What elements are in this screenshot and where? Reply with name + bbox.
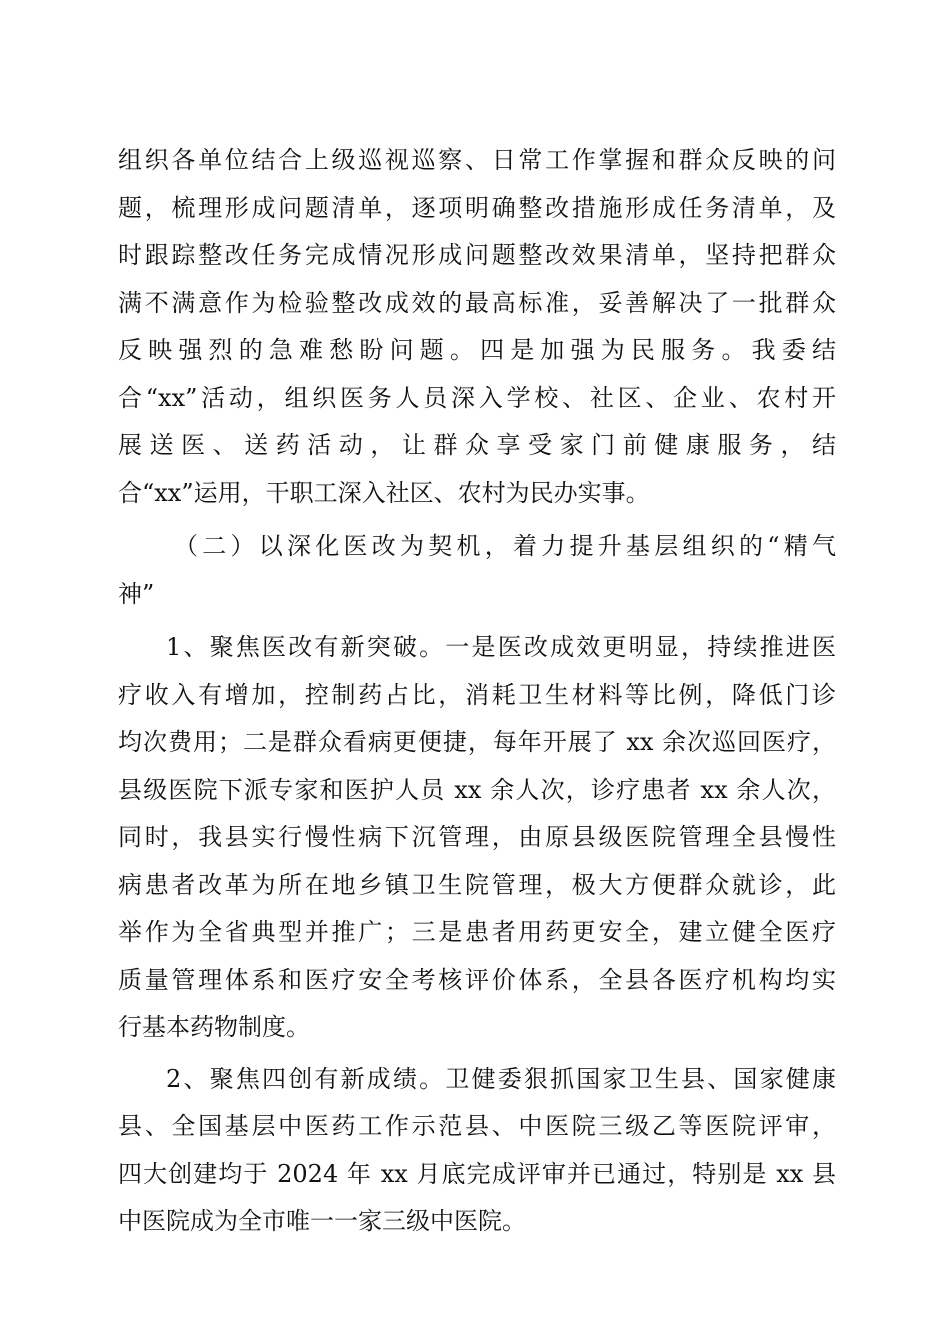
paragraph-medical-reform: [118, 624, 836, 1052]
text-line: 县级医院下派专家和医护人员 xx 余人次，诊疗患者 xx 余人次，: [118, 775, 836, 804]
text-line: 县、全国基层中医药工作示范县、中医院三级乙等医院评审，: [118, 1112, 836, 1140]
text-line: 1、聚焦医改有新突破。一是医改成效更明显，持续推进医: [166, 633, 836, 661]
text-line: 题，梳理形成问题清单，逐项明确整改措施形成任务清单，及: [118, 193, 836, 222]
text-line: 同时，我县实行慢性病下沉管理，由原县级医院管理全县慢性: [118, 823, 836, 851]
text-line: 合“xx”运用，干职工深入社区、农村为民办实事。: [118, 478, 650, 507]
document-body: [118, 137, 836, 1246]
text-line: 举作为全省典型并推广；三是患者用药更安全，建立健全医疗: [118, 918, 836, 946]
heading-line: 神”: [118, 579, 155, 608]
text-line: 满不满意作为检验整改成效的最高标准，妥善解决了一批群众: [118, 288, 836, 317]
text-line: 时跟踪整改任务完成情况形成问题整改效果清单，坚持把群众: [118, 241, 836, 269]
text-line: 展送医、送药活动，让群众享受家门前健康服务，结: [118, 431, 836, 459]
text-line: 反映强烈的急难愁盼问题。四是加强为民服务。我委结: [118, 336, 836, 364]
section-heading: [118, 523, 836, 618]
text-line: 疗收入有增加，控制药占比，消耗卫生材料等比例，降低门诊: [118, 680, 836, 709]
text-line: 2、聚焦四创有新成绩。卫健委狠抓国家卫生县、国家健康: [166, 1064, 836, 1093]
paragraph-intro: [118, 137, 836, 517]
text-line: 行基本药物制度。: [118, 1013, 310, 1041]
text-line: 病患者改革为所在地乡镇卫生院管理，极大方便群众就诊，此: [118, 870, 836, 899]
text-line: 质量管理体系和医疗安全考核评价体系，全县各医疗机构均实: [118, 965, 836, 994]
paragraph-four-creations: [118, 1056, 836, 1246]
text-line: 中医院成为全市唯一一家三级中医院。: [118, 1207, 526, 1235]
text-line: 组织各单位结合上级巡视巡察、日常工作掌握和群众反映的问: [118, 146, 836, 174]
text-line: 均次费用；二是群众看病更便捷，每年开展了 xx 余次巡回医疗，: [118, 728, 836, 756]
text-line: 四大创建均于 2024 年 xx 月底完成评审并已通过，特别是 xx 县: [118, 1159, 836, 1188]
text-line: 合“xx”活动，组织医务人员深入学校、社区、企业、农村开: [118, 383, 836, 412]
heading-line: （二）以深化医改为契机，着力提升基层组织的“精气: [174, 532, 836, 560]
